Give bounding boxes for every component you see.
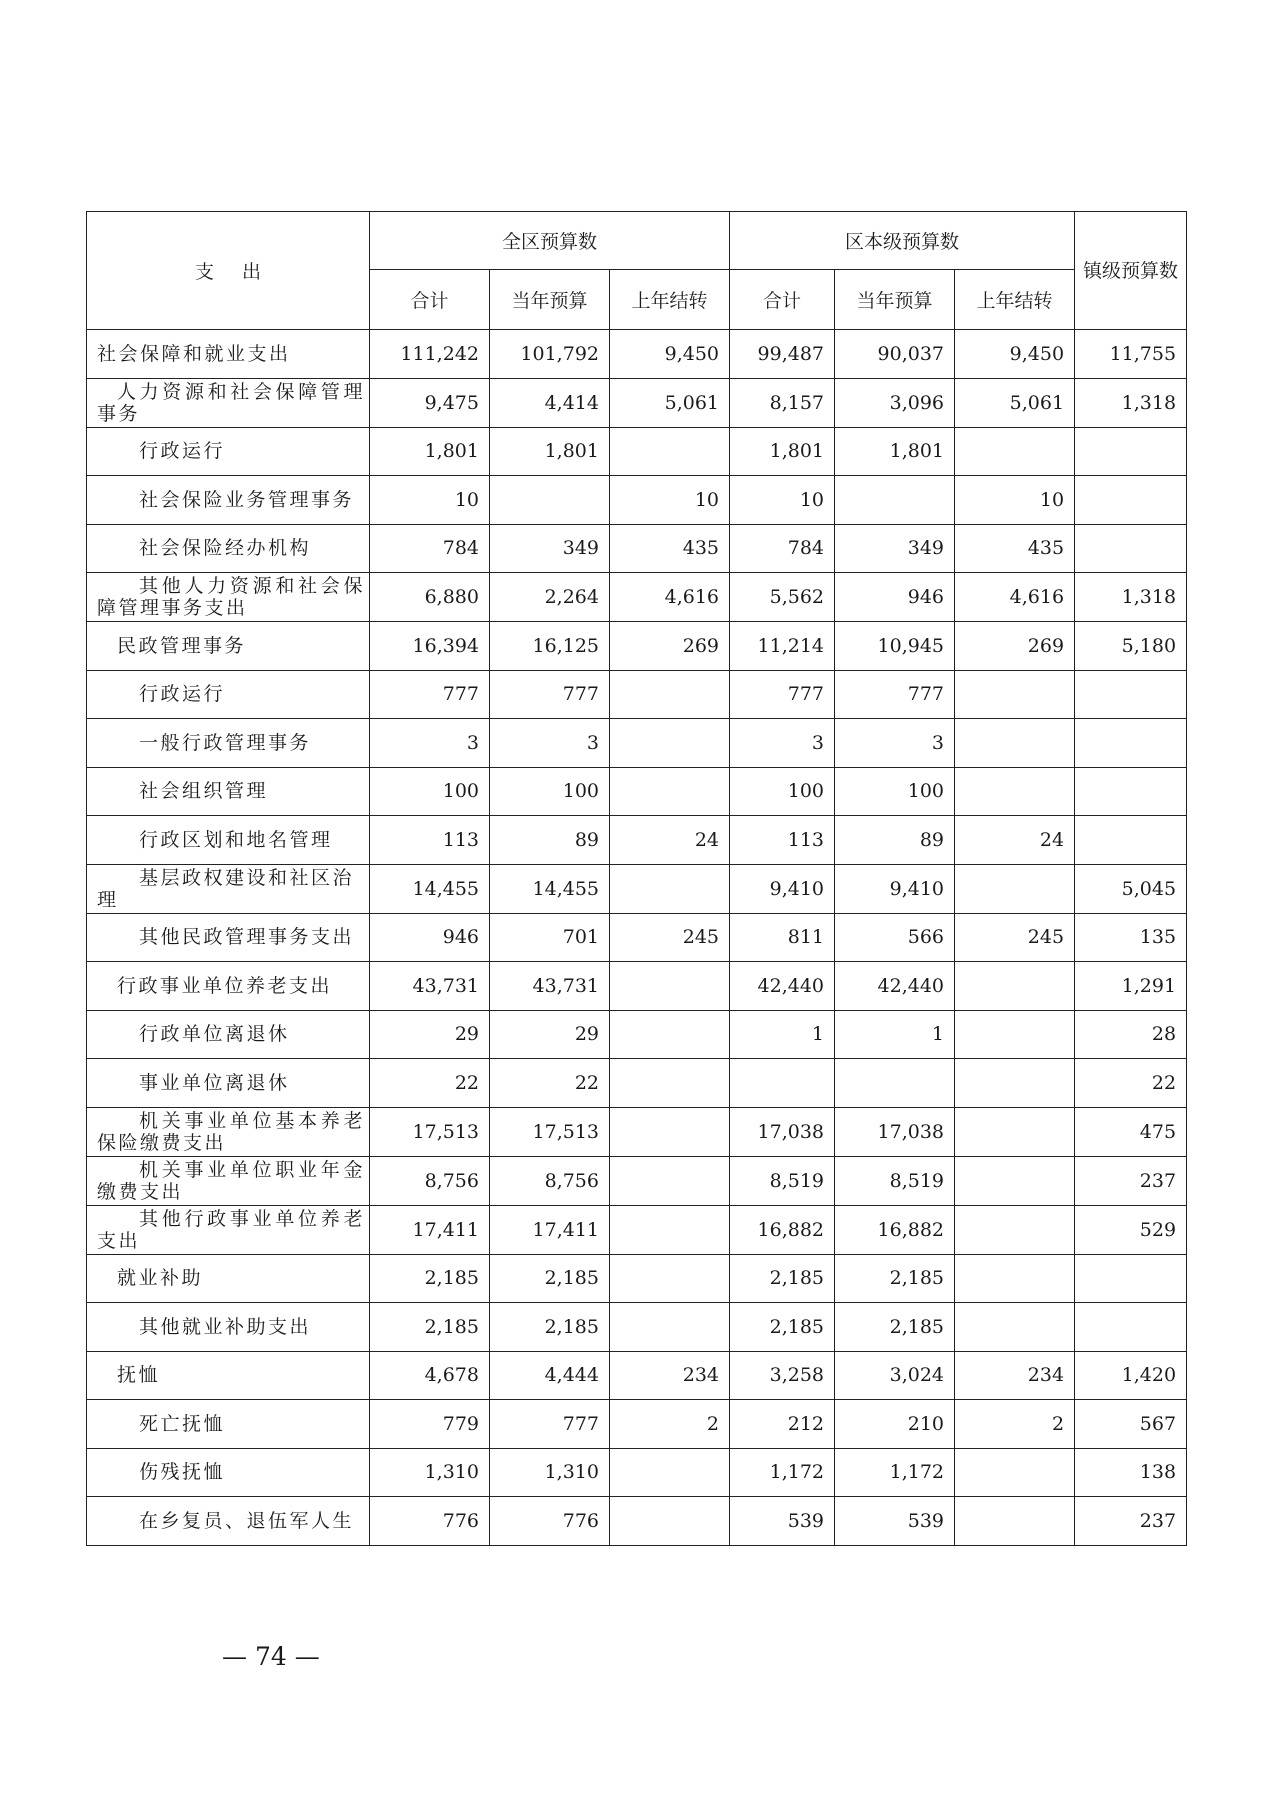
header-level-carryover: 上年结转 xyxy=(955,270,1075,330)
table-row xyxy=(87,719,1187,768)
cell-district-total: 113 xyxy=(370,816,490,865)
cell-district-current: 22 xyxy=(490,1059,610,1108)
cell-district-current xyxy=(490,476,610,525)
cell-district-carryover xyxy=(610,670,730,719)
budget-table xyxy=(86,211,1187,1546)
row-label: 就业补助 xyxy=(87,1254,370,1303)
cell-level-total: 17,038 xyxy=(730,1107,835,1156)
cell-district-total: 43,731 xyxy=(370,962,490,1011)
cell-level-total: 8,157 xyxy=(730,378,835,427)
table-row xyxy=(87,1254,1187,1303)
cell-level-current: 349 xyxy=(835,524,955,573)
cell-level-total: 42,440 xyxy=(730,962,835,1011)
cell-level-carryover: 9,450 xyxy=(955,330,1075,379)
row-label: 民政管理事务 xyxy=(87,622,370,671)
table-row xyxy=(87,913,1187,962)
cell-district-current: 777 xyxy=(490,670,610,719)
cell-level-current: 2,185 xyxy=(835,1303,955,1352)
cell-level-carryover xyxy=(955,719,1075,768)
cell-district-carryover: 2 xyxy=(610,1400,730,1449)
row-label: 社会保险业务管理事务 xyxy=(87,476,370,525)
row-label: 事业单位离退休 xyxy=(87,1059,370,1108)
cell-town-level xyxy=(1075,767,1187,816)
cell-level-carryover xyxy=(955,670,1075,719)
cell-district-total: 14,455 xyxy=(370,864,490,913)
cell-district-current: 101,792 xyxy=(490,330,610,379)
cell-town-level xyxy=(1075,476,1187,525)
cell-level-current: 566 xyxy=(835,913,955,962)
cell-level-carryover xyxy=(955,767,1075,816)
table-row xyxy=(87,1010,1187,1059)
cell-district-total: 1,310 xyxy=(370,1448,490,1497)
cell-level-total: 784 xyxy=(730,524,835,573)
cell-town-level: 22 xyxy=(1075,1059,1187,1108)
cell-level-total: 8,519 xyxy=(730,1156,835,1205)
table-row xyxy=(87,1303,1187,1352)
cell-district-total: 777 xyxy=(370,670,490,719)
cell-district-current: 17,411 xyxy=(490,1205,610,1254)
cell-district-total: 784 xyxy=(370,524,490,573)
cell-district-total: 6,880 xyxy=(370,573,490,622)
row-label: 其他行政事业单位养老支出 xyxy=(87,1205,370,1254)
cell-level-carryover: 2 xyxy=(955,1400,1075,1449)
row-label: 伤残抚恤 xyxy=(87,1448,370,1497)
table-row xyxy=(87,1497,1187,1546)
cell-level-total: 100 xyxy=(730,767,835,816)
cell-level-total: 2,185 xyxy=(730,1254,835,1303)
cell-level-current xyxy=(835,1059,955,1108)
table-row xyxy=(87,1156,1187,1205)
cell-town-level: 28 xyxy=(1075,1010,1187,1059)
cell-level-carryover: 234 xyxy=(955,1351,1075,1400)
cell-district-carryover xyxy=(610,1254,730,1303)
table-body xyxy=(87,330,1187,1546)
cell-town-level: 1,291 xyxy=(1075,962,1187,1011)
cell-level-total: 11,214 xyxy=(730,622,835,671)
cell-level-current: 16,882 xyxy=(835,1205,955,1254)
cell-district-total: 3 xyxy=(370,719,490,768)
cell-level-total: 1 xyxy=(730,1010,835,1059)
cell-level-carryover xyxy=(955,1156,1075,1205)
cell-level-carryover: 24 xyxy=(955,816,1075,865)
cell-level-carryover xyxy=(955,1205,1075,1254)
row-label: 行政运行 xyxy=(87,427,370,476)
cell-district-carryover: 24 xyxy=(610,816,730,865)
cell-district-carryover: 269 xyxy=(610,622,730,671)
cell-district-current: 1,801 xyxy=(490,427,610,476)
cell-level-carryover xyxy=(955,1059,1075,1108)
row-label: 行政区划和地名管理 xyxy=(87,816,370,865)
cell-level-current: 42,440 xyxy=(835,962,955,1011)
cell-level-carryover: 4,616 xyxy=(955,573,1075,622)
cell-district-carryover xyxy=(610,1303,730,1352)
cell-level-carryover xyxy=(955,1107,1075,1156)
table-row xyxy=(87,816,1187,865)
cell-level-total: 16,882 xyxy=(730,1205,835,1254)
cell-level-current: 946 xyxy=(835,573,955,622)
cell-district-current: 1,310 xyxy=(490,1448,610,1497)
cell-level-carryover: 269 xyxy=(955,622,1075,671)
cell-district-total: 2,185 xyxy=(370,1303,490,1352)
cell-level-total: 3,258 xyxy=(730,1351,835,1400)
table-row xyxy=(87,1107,1187,1156)
cell-district-total: 10 xyxy=(370,476,490,525)
table-header xyxy=(87,212,1187,330)
cell-town-level: 1,420 xyxy=(1075,1351,1187,1400)
cell-district-total: 8,756 xyxy=(370,1156,490,1205)
cell-district-total: 946 xyxy=(370,913,490,962)
cell-district-carryover xyxy=(610,1205,730,1254)
cell-district-total: 9,475 xyxy=(370,378,490,427)
cell-district-total: 100 xyxy=(370,767,490,816)
cell-district-carryover: 5,061 xyxy=(610,378,730,427)
cell-district-carryover xyxy=(610,1497,730,1546)
cell-district-current: 8,756 xyxy=(490,1156,610,1205)
cell-district-total: 1,801 xyxy=(370,427,490,476)
cell-district-total: 111,242 xyxy=(370,330,490,379)
header-level-current: 当年预算 xyxy=(835,270,955,330)
row-label: 基层政权建设和社区治理 xyxy=(87,864,370,913)
header-expenditure: 支出 xyxy=(87,212,370,330)
cell-district-carryover: 9,450 xyxy=(610,330,730,379)
cell-district-total: 2,185 xyxy=(370,1254,490,1303)
header-district-total: 合计 xyxy=(370,270,490,330)
cell-district-total: 779 xyxy=(370,1400,490,1449)
cell-level-total: 99,487 xyxy=(730,330,835,379)
cell-level-current: 90,037 xyxy=(835,330,955,379)
cell-town-level: 11,755 xyxy=(1075,330,1187,379)
cell-town-level: 567 xyxy=(1075,1400,1187,1449)
row-label: 机关事业单位职业年金缴费支出 xyxy=(87,1156,370,1205)
cell-level-carryover xyxy=(955,864,1075,913)
cell-town-level xyxy=(1075,1303,1187,1352)
cell-town-level: 237 xyxy=(1075,1156,1187,1205)
cell-town-level xyxy=(1075,1254,1187,1303)
table-row xyxy=(87,1400,1187,1449)
table-row xyxy=(87,622,1187,671)
cell-district-current: 29 xyxy=(490,1010,610,1059)
table-row xyxy=(87,1448,1187,1497)
row-label: 在乡复员、退伍军人生 xyxy=(87,1497,370,1546)
cell-district-carryover xyxy=(610,427,730,476)
cell-level-current: 777 xyxy=(835,670,955,719)
cell-town-level: 5,045 xyxy=(1075,864,1187,913)
cell-town-level xyxy=(1075,524,1187,573)
cell-district-current: 89 xyxy=(490,816,610,865)
table-row xyxy=(87,427,1187,476)
cell-level-current: 17,038 xyxy=(835,1107,955,1156)
cell-district-carryover xyxy=(610,1448,730,1497)
row-label: 社会组织管理 xyxy=(87,767,370,816)
cell-district-carryover: 435 xyxy=(610,524,730,573)
row-label: 社会保险经办机构 xyxy=(87,524,370,573)
cell-district-current: 701 xyxy=(490,913,610,962)
table-row xyxy=(87,962,1187,1011)
cell-district-current: 17,513 xyxy=(490,1107,610,1156)
cell-level-carryover: 5,061 xyxy=(955,378,1075,427)
cell-level-carryover xyxy=(955,962,1075,1011)
cell-district-current: 14,455 xyxy=(490,864,610,913)
table-row xyxy=(87,1351,1187,1400)
cell-level-carryover: 435 xyxy=(955,524,1075,573)
cell-district-current: 2,185 xyxy=(490,1254,610,1303)
cell-district-total: 17,411 xyxy=(370,1205,490,1254)
row-label: 其他人力资源和社会保障管理事务支出 xyxy=(87,573,370,622)
row-label: 社会保障和就业支出 xyxy=(87,330,370,379)
cell-level-carryover: 10 xyxy=(955,476,1075,525)
cell-town-level: 1,318 xyxy=(1075,573,1187,622)
cell-district-carryover: 234 xyxy=(610,1351,730,1400)
cell-district-current: 349 xyxy=(490,524,610,573)
cell-level-carryover xyxy=(955,1448,1075,1497)
cell-district-carryover xyxy=(610,1059,730,1108)
row-label: 行政运行 xyxy=(87,670,370,719)
table-row xyxy=(87,1059,1187,1108)
cell-level-carryover xyxy=(955,1497,1075,1546)
cell-town-level: 475 xyxy=(1075,1107,1187,1156)
cell-level-current: 1,172 xyxy=(835,1448,955,1497)
cell-district-current: 4,444 xyxy=(490,1351,610,1400)
cell-town-level xyxy=(1075,816,1187,865)
cell-district-total: 4,678 xyxy=(370,1351,490,1400)
page-number: — 74 — xyxy=(222,1642,320,1671)
cell-level-current: 8,519 xyxy=(835,1156,955,1205)
cell-town-level: 1,318 xyxy=(1075,378,1187,427)
cell-level-total: 10 xyxy=(730,476,835,525)
table-row xyxy=(87,864,1187,913)
cell-town-level: 135 xyxy=(1075,913,1187,962)
row-label: 其他就业补助支出 xyxy=(87,1303,370,1352)
cell-level-total: 539 xyxy=(730,1497,835,1546)
header-town-level-budget: 镇级预算数 xyxy=(1075,212,1187,330)
cell-level-total: 9,410 xyxy=(730,864,835,913)
header-level-total: 合计 xyxy=(730,270,835,330)
cell-district-carryover xyxy=(610,719,730,768)
cell-level-current: 3,096 xyxy=(835,378,955,427)
header-district-budget: 全区预算数 xyxy=(370,212,730,270)
cell-level-total: 2,185 xyxy=(730,1303,835,1352)
cell-district-carryover xyxy=(610,962,730,1011)
cell-level-carryover xyxy=(955,1010,1075,1059)
cell-town-level xyxy=(1075,719,1187,768)
cell-district-total: 17,513 xyxy=(370,1107,490,1156)
table-row xyxy=(87,330,1187,379)
row-label: 抚恤 xyxy=(87,1351,370,1400)
cell-district-carryover: 4,616 xyxy=(610,573,730,622)
cell-level-carryover xyxy=(955,1254,1075,1303)
cell-district-current: 100 xyxy=(490,767,610,816)
table-row xyxy=(87,767,1187,816)
cell-level-current: 1 xyxy=(835,1010,955,1059)
cell-district-current: 777 xyxy=(490,1400,610,1449)
header-district-current: 当年预算 xyxy=(490,270,610,330)
cell-level-current: 210 xyxy=(835,1400,955,1449)
table-row xyxy=(87,573,1187,622)
table-row xyxy=(87,524,1187,573)
cell-district-current: 2,185 xyxy=(490,1303,610,1352)
cell-level-total: 777 xyxy=(730,670,835,719)
cell-town-level xyxy=(1075,427,1187,476)
cell-level-current: 9,410 xyxy=(835,864,955,913)
cell-district-carryover: 10 xyxy=(610,476,730,525)
cell-level-carryover xyxy=(955,427,1075,476)
cell-district-carryover xyxy=(610,1107,730,1156)
cell-district-carryover xyxy=(610,864,730,913)
cell-level-total: 1,801 xyxy=(730,427,835,476)
header-district-level-budget: 区本级预算数 xyxy=(730,212,1075,270)
cell-district-carryover xyxy=(610,767,730,816)
cell-town-level: 138 xyxy=(1075,1448,1187,1497)
cell-town-level: 237 xyxy=(1075,1497,1187,1546)
table-row xyxy=(87,378,1187,427)
cell-level-current: 2,185 xyxy=(835,1254,955,1303)
cell-level-current xyxy=(835,476,955,525)
cell-district-total: 776 xyxy=(370,1497,490,1546)
cell-district-current: 2,264 xyxy=(490,573,610,622)
cell-level-current: 10,945 xyxy=(835,622,955,671)
cell-level-current: 89 xyxy=(835,816,955,865)
cell-district-carryover: 245 xyxy=(610,913,730,962)
header-district-carryover: 上年结转 xyxy=(610,270,730,330)
cell-level-current: 1,801 xyxy=(835,427,955,476)
cell-level-total: 212 xyxy=(730,1400,835,1449)
cell-level-current: 3 xyxy=(835,719,955,768)
cell-district-carryover xyxy=(610,1156,730,1205)
cell-district-carryover xyxy=(610,1010,730,1059)
cell-town-level xyxy=(1075,670,1187,719)
row-label: 机关事业单位基本养老保险缴费支出 xyxy=(87,1107,370,1156)
cell-level-total: 5,562 xyxy=(730,573,835,622)
row-label: 行政单位离退休 xyxy=(87,1010,370,1059)
cell-level-current: 539 xyxy=(835,1497,955,1546)
cell-district-total: 22 xyxy=(370,1059,490,1108)
table-row xyxy=(87,476,1187,525)
cell-level-carryover: 245 xyxy=(955,913,1075,962)
row-label: 死亡抚恤 xyxy=(87,1400,370,1449)
cell-level-total: 811 xyxy=(730,913,835,962)
table-row xyxy=(87,670,1187,719)
row-label: 行政事业单位养老支出 xyxy=(87,962,370,1011)
cell-level-current: 3,024 xyxy=(835,1351,955,1400)
row-label: 人力资源和社会保障管理事务 xyxy=(87,378,370,427)
cell-district-current: 16,125 xyxy=(490,622,610,671)
cell-level-total xyxy=(730,1059,835,1108)
cell-town-level: 5,180 xyxy=(1075,622,1187,671)
row-label: 一般行政管理事务 xyxy=(87,719,370,768)
cell-district-total: 29 xyxy=(370,1010,490,1059)
cell-town-level: 529 xyxy=(1075,1205,1187,1254)
cell-level-total: 1,172 xyxy=(730,1448,835,1497)
cell-district-current: 43,731 xyxy=(490,962,610,1011)
row-label: 其他民政管理事务支出 xyxy=(87,913,370,962)
cell-level-carryover xyxy=(955,1303,1075,1352)
cell-level-current: 100 xyxy=(835,767,955,816)
cell-district-current: 776 xyxy=(490,1497,610,1546)
cell-district-total: 16,394 xyxy=(370,622,490,671)
cell-district-current: 4,414 xyxy=(490,378,610,427)
cell-district-current: 3 xyxy=(490,719,610,768)
cell-level-total: 3 xyxy=(730,719,835,768)
cell-level-total: 113 xyxy=(730,816,835,865)
table-row xyxy=(87,1205,1187,1254)
